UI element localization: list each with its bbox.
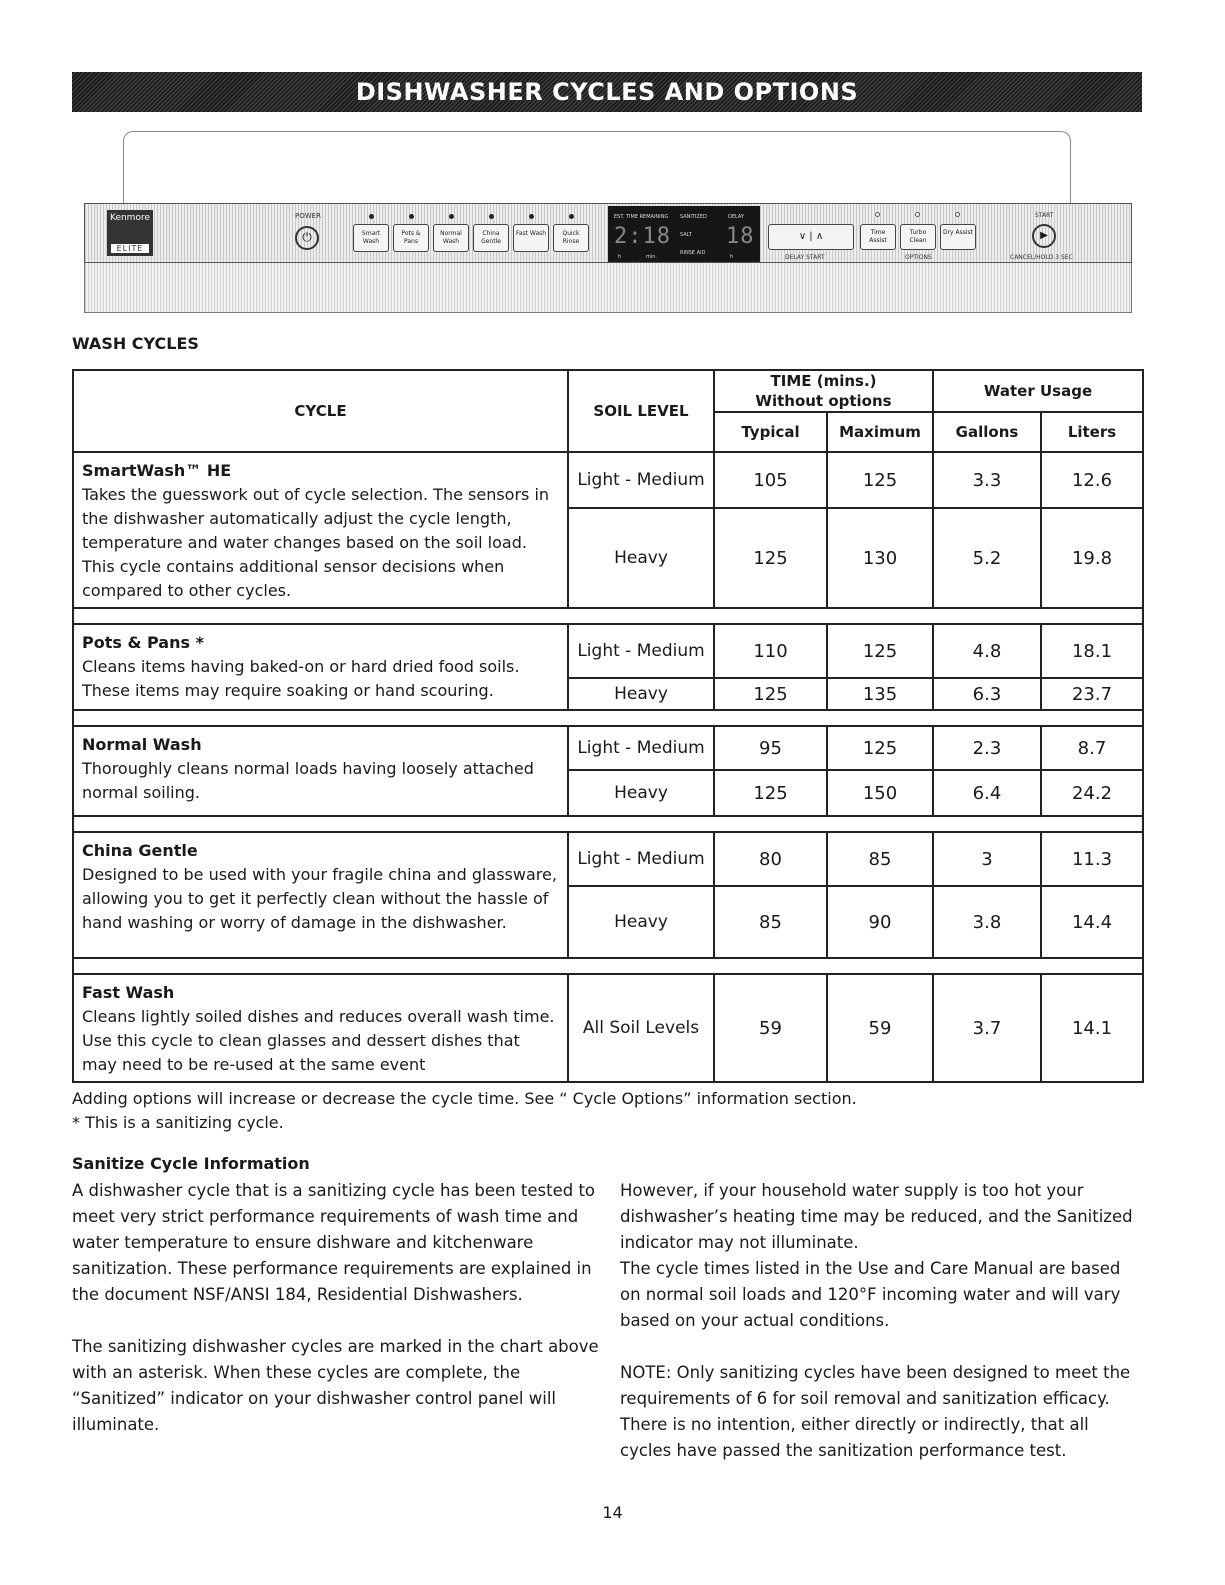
typical-time-cell: 125	[714, 678, 827, 710]
header-cycle: CYCLE	[73, 370, 568, 452]
liters-cell: 19.8	[1041, 508, 1143, 608]
turbo-clean-button-illustration: Turbo Clean	[900, 224, 936, 250]
paragraph: The cycle times listed in the Use and Care Manual are based on normal soil loads and 120°F incoming water and will vary based on your actual conditions.	[620, 1259, 1121, 1330]
soil-level-cell: Heavy	[568, 508, 714, 608]
soil-level-cell: All Soil Levels	[568, 974, 714, 1082]
cycle-name: Fast Wash	[82, 983, 175, 1002]
cycle-led	[529, 214, 534, 219]
typical-time-cell: 80	[714, 832, 827, 886]
table-spacer	[73, 608, 1143, 624]
maximum-time-cell: 150	[827, 770, 933, 816]
soil-level-cell: Light - Medium	[568, 726, 714, 770]
cycle-description: Cleans lightly soiled dishes and reduces overall wash time. Use this cycle to clean glasses and dessert dishes that may need to be re-used at the same event	[82, 1007, 555, 1074]
start-label: START	[1035, 212, 1054, 219]
cycle-led	[369, 214, 374, 219]
time-remaining-label: EST. TIME REMAINING	[614, 214, 669, 220]
rinse-aid-label: RINSE AID	[680, 250, 706, 256]
cycle-led	[409, 214, 414, 219]
banner-title: DISHWASHER CYCLES AND OPTIONS	[355, 78, 859, 106]
dishwasher-door-outline	[123, 131, 1071, 205]
gallons-cell: 4.8	[933, 624, 1041, 678]
maximum-time-cell: 130	[827, 508, 933, 608]
maximum-time-cell: 90	[827, 886, 933, 958]
header-gallons: Gallons	[933, 412, 1041, 452]
maximum-time-cell: 125	[827, 624, 933, 678]
gallons-cell: 2.3	[933, 726, 1041, 770]
soil-level-cell: Light - Medium	[568, 832, 714, 886]
right-column	[620, 1178, 1140, 1490]
gallons-cell: 3	[933, 832, 1041, 886]
liters-cell: 12.6	[1041, 452, 1143, 508]
panel-lower-illustration	[84, 263, 1132, 313]
brand-logo	[107, 210, 153, 256]
page-number: 14	[602, 1503, 623, 1522]
wash-cycles-heading: WASH CYCLES	[72, 334, 199, 353]
header-water-usage: Water Usage	[933, 370, 1143, 412]
time-digits: 2:18	[614, 224, 671, 249]
paragraph: NOTE: Only sanitizing cycles have been designed to meet the requirements of 6 for soil removal and sanitization efficacy. There is no intention, either directly or indirectly, that all cycles have passed the sanitization performance test.	[620, 1363, 1131, 1460]
left-column	[72, 1178, 602, 1464]
paragraph: A dishwasher cycle that is a sanitizing cycle has been tested to meet very strict performance requirements of wash time and water temperature to ensure dishware and kitchenware sanitization. These performance requirements are explained in the document NSF/ANSI 184, Residential Dishwashers.	[72, 1181, 596, 1304]
cycle-description: Thoroughly cleans normal loads having loosely attached normal soiling.	[82, 759, 534, 802]
table-row	[73, 452, 1143, 508]
soil-level-cell: Heavy	[568, 886, 714, 958]
brand-elite: ELITE	[111, 244, 149, 253]
typical-time-cell: 125	[714, 770, 827, 816]
header-without-options: Without options	[755, 392, 892, 410]
panel-display	[608, 206, 760, 262]
maximum-time-cell: 59	[827, 974, 933, 1082]
sanitize-heading: Sanitize Cycle Information	[72, 1154, 310, 1173]
cycle-name: SmartWash™ HE	[82, 461, 232, 480]
table-row	[73, 832, 1143, 886]
table-row	[73, 624, 1143, 678]
typical-time-cell: 105	[714, 452, 827, 508]
header-soil-level: SOIL LEVEL	[568, 370, 714, 452]
maximum-time-cell: 85	[827, 832, 933, 886]
delay-arrows-illustration: ∨ | ∧	[768, 224, 854, 250]
smart-wash-button-illustration: Smart Wash	[353, 224, 389, 252]
cycle-name: China Gentle	[82, 841, 198, 860]
cycle-name: Normal Wash	[82, 735, 202, 754]
liters-cell: 11.3	[1041, 832, 1143, 886]
cycle-led	[569, 214, 574, 219]
header-time	[714, 370, 933, 412]
option-led	[915, 212, 920, 217]
hours-label: h	[618, 254, 622, 260]
liters-cell: 23.7	[1041, 678, 1143, 710]
gallons-cell: 6.4	[933, 770, 1041, 816]
cycle-name: Pots & Pans *	[82, 633, 204, 652]
typical-time-cell: 85	[714, 886, 827, 958]
sanitizing-note: * This is a sanitizing cycle.	[72, 1113, 284, 1132]
cycle-cell	[73, 452, 568, 608]
typical-time-cell: 59	[714, 974, 827, 1082]
typical-time-cell: 110	[714, 624, 827, 678]
maximum-time-cell: 135	[827, 678, 933, 710]
cycle-description: Designed to be used with your fragile china and glassware, allowing you to get it perfectly clean without the hassle of hand washing or worry of damage in the dishwasher.	[82, 865, 557, 932]
soil-level-cell: Heavy	[568, 678, 714, 710]
paragraph: The sanitizing dishwasher cycles are marked in the chart above with an asterisk. When these cycles are complete, the “Sanitized” indicator on your dishwasher control panel will illuminate.	[72, 1337, 599, 1434]
liters-cell: 8.7	[1041, 726, 1143, 770]
table-row	[73, 974, 1143, 1082]
option-led	[955, 212, 960, 217]
gallons-cell: 3.3	[933, 452, 1041, 508]
liters-cell: 14.4	[1041, 886, 1143, 958]
soil-level-cell: Light - Medium	[568, 452, 714, 508]
delay-start-label: DELAY START	[785, 254, 825, 261]
gallons-cell: 3.7	[933, 974, 1041, 1082]
cycle-description: Takes the guesswork out of cycle selection. The sensors in the dishwasher automatically adjust the cycle length, temperature and water changes based on the soil load. This cycle contains additional sensor decisions when compared to other cycles.	[82, 485, 550, 600]
cycle-led	[489, 214, 494, 219]
wash-cycles-table	[72, 369, 1144, 1083]
gallons-cell: 3.8	[933, 886, 1041, 958]
liters-cell: 24.2	[1041, 770, 1143, 816]
maximum-time-cell: 125	[827, 452, 933, 508]
page-banner	[72, 72, 1142, 112]
play-icon: ▶	[1032, 224, 1056, 248]
typical-time-cell: 95	[714, 726, 827, 770]
header-maximum: Maximum	[827, 412, 933, 452]
paragraph: However, if your household water supply is too hot your dishwasher’s heating time may be reduced, and the Sanitized indicator may not illuminate.	[620, 1181, 1133, 1252]
table-spacer	[73, 958, 1143, 974]
brand-name: Kenmore	[109, 213, 150, 223]
header-liters: Liters	[1041, 412, 1143, 452]
liters-cell: 14.1	[1041, 974, 1143, 1082]
fast-wash-button-illustration: Fast Wash	[513, 224, 549, 252]
soil-level-cell: Light - Medium	[568, 624, 714, 678]
option-led	[875, 212, 880, 217]
table-row	[73, 726, 1143, 770]
header-time-label: TIME (mins.)	[770, 372, 877, 390]
dry-assist-button-illustration: Dry Assist	[940, 224, 976, 250]
normal-wash-button-illustration: Normal Wash	[433, 224, 469, 252]
sanitized-label: SANITIZED	[680, 214, 707, 220]
typical-time-cell: 125	[714, 508, 827, 608]
salt-label: SALT	[680, 232, 692, 238]
delay-label: DELAY	[728, 214, 744, 220]
china-gentle-button-illustration: China Gentle	[473, 224, 509, 252]
cycle-cell	[73, 974, 568, 1082]
time-assist-button-illustration: Time Assist	[860, 224, 896, 250]
header-typical: Typical	[714, 412, 827, 452]
cycle-led	[449, 214, 454, 219]
minutes-label: min.	[646, 254, 658, 260]
liters-cell: 18.1	[1041, 624, 1143, 678]
control-panel-illustration	[84, 203, 1132, 263]
power-label: POWER	[295, 212, 321, 220]
options-note: Adding options will increase or decrease the cycle time. See “ Cycle Options” information section.	[72, 1089, 857, 1108]
soil-level-cell: Heavy	[568, 770, 714, 816]
power-icon: ⏻	[295, 226, 319, 250]
table-spacer	[73, 816, 1143, 832]
cycle-cell	[73, 624, 568, 710]
delay-hours-label: h	[730, 254, 734, 260]
cancel-label: CANCEL/HOLD 3 SEC	[1010, 254, 1073, 261]
table-spacer	[73, 710, 1143, 726]
cycle-cell	[73, 832, 568, 958]
gallons-cell: 5.2	[933, 508, 1041, 608]
delay-digits: 18	[726, 224, 755, 249]
maximum-time-cell: 125	[827, 726, 933, 770]
pots-pans-button-illustration: Pots & Pans	[393, 224, 429, 252]
cycle-cell	[73, 726, 568, 816]
quick-rinse-button-illustration: Quick Rinse	[553, 224, 589, 252]
cycle-description: Cleans items having baked-on or hard dried food soils. These items may require soaking or hand scouring.	[82, 657, 520, 700]
gallons-cell: 6.3	[933, 678, 1041, 710]
options-label: OPTIONS	[905, 254, 932, 261]
